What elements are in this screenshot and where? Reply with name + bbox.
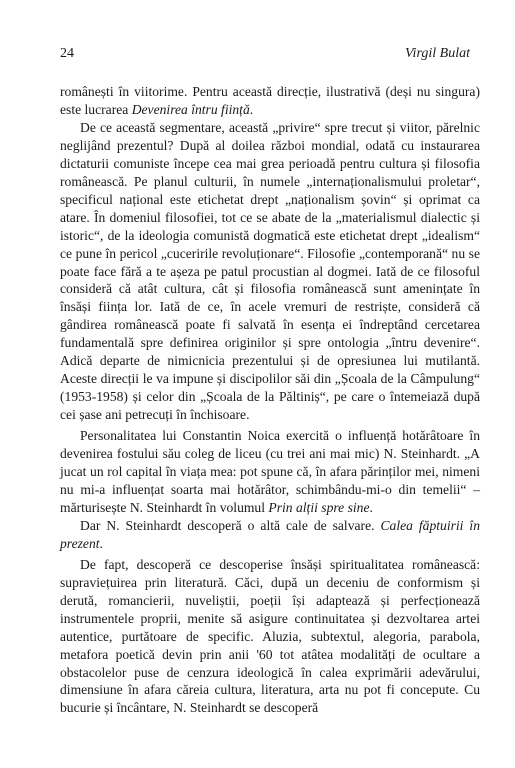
paragraph — [60, 427, 480, 517]
paragraph-text: . — [249, 101, 254, 117]
paragraph — [60, 119, 480, 424]
paragraph — [60, 517, 480, 553]
paragraph-text: De fapt, descoperă ce descoperise însăși spiritualitatea românească: supraviețuirea prin literatură. Căci, după un deceniu de conformism și derută, romancierii, nuveliștii, poeții își adaptează și perfecționează instrumentele proprii, menite să asigure continuitatea și dezvoltarea artei autentice, purtătoare de specific. Aluzia, subtextul, alegoria, parabola, metafora poetică devin prin anii '60 tot atâtea modalități de ocultare a obstacolelor puse de cenzura ideologică în calea exprimării adevărului, dimensiune în afara căreia cultura, literatura, arta nu pot fi concepute. Cu bucurie și încântare, N. Steinhardt se descoperă — [60, 556, 480, 716]
book-title: Prin alții spre sine — [268, 499, 370, 515]
emphasized-phrase: Calea făptuirii în prezent — [60, 517, 480, 551]
paragraph-text: Personalitatea lui Constantin Noica exercită o influență hotărâtoare în devenirea fostului său coleg de liceu (cu trei ani mai mic) N. Steinhardt. „A jucat un rol capital în viața mea: pot spune că, în afara părinților mei, nimeni nu mi-a influențat soarta mai hotărâtor, schimbându-mi-o din temelii“ – mărturisește N. Steinhardt în volumul — [60, 428, 480, 515]
paragraph-text: românești în viitorime. Pentru această direcție, ilustrativă (deși nu singura) este lucrarea — [60, 84, 480, 117]
page-number: 24 — [60, 46, 74, 61]
paragraph — [60, 83, 480, 119]
paragraph-text: . — [99, 535, 103, 551]
body-text — [60, 83, 480, 717]
paragraph — [60, 556, 480, 718]
page-header — [60, 46, 470, 64]
paragraph-text: De ce această segmentare, această „privire“ spre trecut și viitor, părelnic neglijând prezentul? După al doilea război mondial, odată cu instaurarea dictaturii comuniste începe cea mai grea perioadă pentru cultura și filosofia românească. Pe planul culturii, în numele „internaționalismului proletar“, specificul național este etichetat drept „naționalism șovin“ și oprimat ca atare. În domeniul filosofiei, tot ce se abate de la „materialismul dialectic și istoric“, de la ideologia comunistă dogmatică este etichetat drept „idealism“ ce pune în pericol „cuceririle revoluționare“. Filosofie „contemporană“ nu se poate face fără a te așeza pe patul procustian al dogmei. Iată de ce filosoful consideră că atât cultura, cât și filosofia românească sunt amenințate în însăși ființa lor. Iată de ce, în acele vremuri de restriște, consideră că gândirea românească poate fi salvată în esența ei îndreptând cercetarea fundamentală spre definirea originilor și spre ontologia „întru devenire“. Adică departe de nimicnicia prezentului și de opresiunea lui mutilantă. Aceste direcții le va impune și discipolilor săi din „Școala de la Câmpulung“ (1953-1958) și celor din „Școala de la Păltiniș“, pe care o întemeiază după cei șase ani petrecuți în închisoare. — [60, 119, 480, 423]
paragraph-text: Dar N. Steinhardt descoperă o altă cale de salvare. — [80, 517, 381, 533]
book-title: Devenirea întru ființă — [131, 101, 250, 117]
paragraph-text: . — [369, 499, 373, 515]
running-head: Virgil Bulat — [405, 46, 470, 61]
